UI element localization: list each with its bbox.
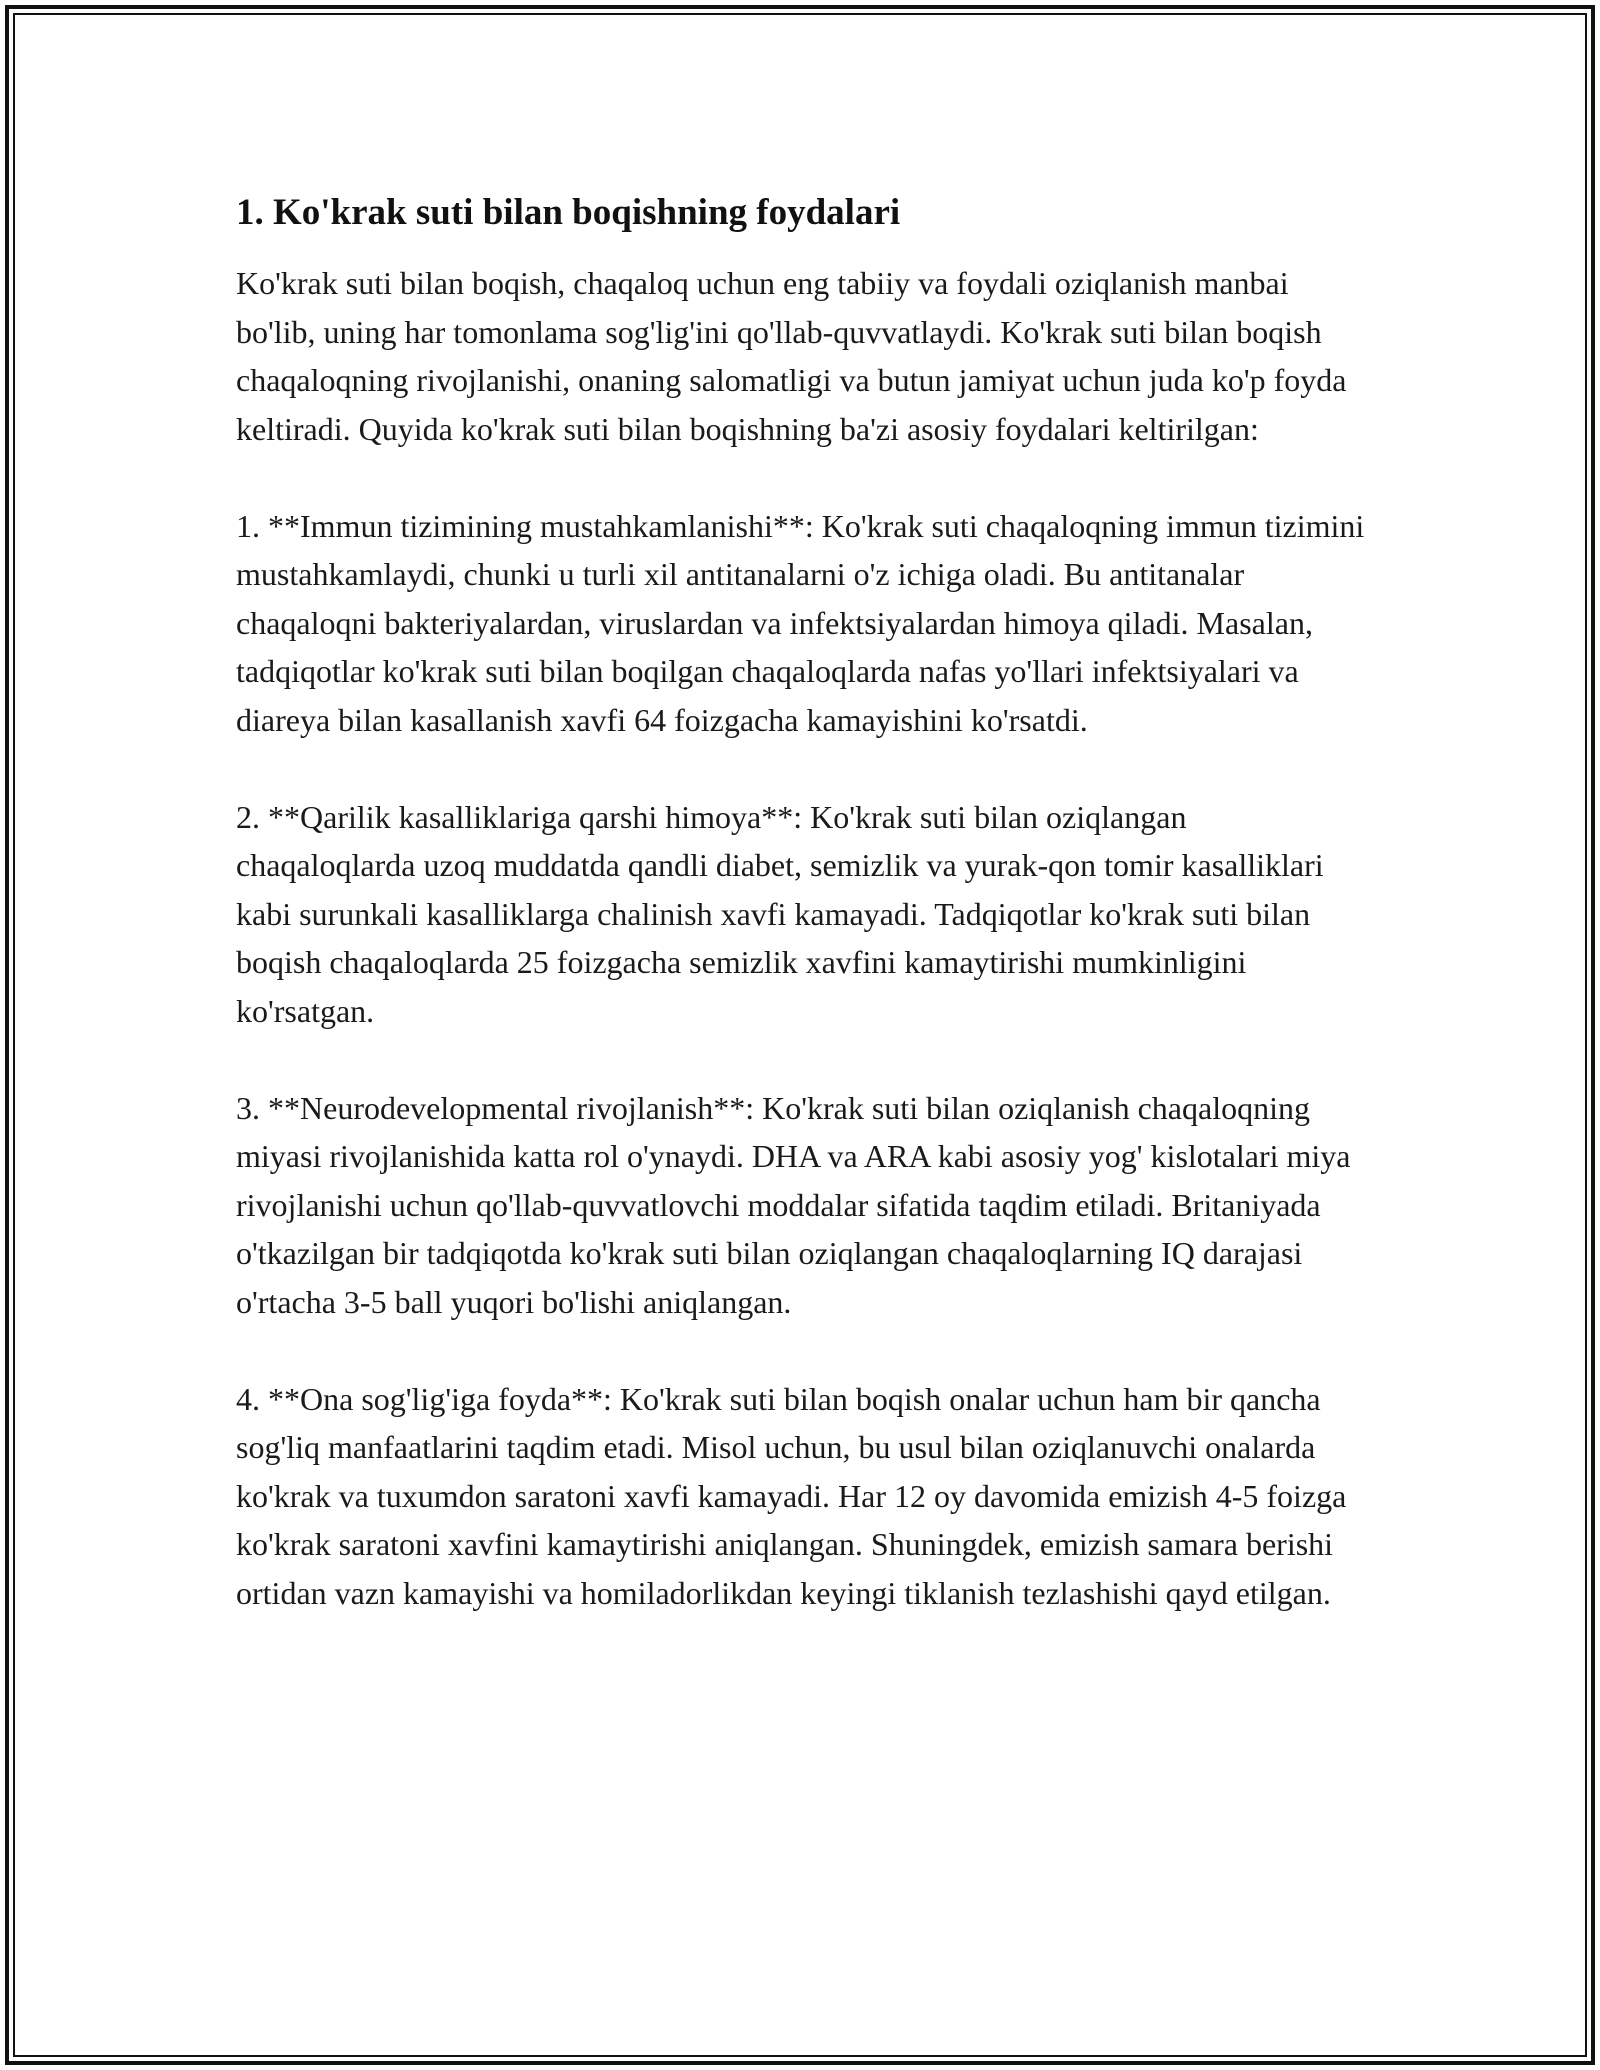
benefit-paragraph-neurodevelopment: 3. **Neurodevelopmental rivojlanish**: Ko'krak suti bilan oziqlanish chaqaloqning miyasi rivojlanishida katta rol o'ynaydi. DHA va ARA kabi asosiy yog' kislotalari miya rivojlanishi uchun qo'llab-quvvatlovchi moddalar sifatida taqdim etiladi. Britaniyada o'tkazilgan bir tadqiqotda ko'krak suti bilan oziqlangan chaqaloqlarning IQ darajasi o'rtacha 3-5 ball yuqori bo'lishi aniqlangan. [236,1089,1351,1320]
intro-paragraph: Ko'krak suti bilan boqish, chaqaloq uchun eng tabiiy va foydali oziqlanish manbai bo'lib, uning har tomonlama sog'lig'ini qo'llab-quvvatlaydi. Ko'krak suti bilan boqish chaqaloqning rivojlanishi, onaning salomatligi va butun jamiyat uchun juda ko'p foyda keltiradi. Quyida ko'krak suti bilan boqishning ba'zi asosiy foydalari keltirilgan: [236,265,1347,447]
section-title: 1. Ko'krak suti bilan boqishning foydalari [236,192,901,233]
benefit-paragraph-chronic-disease: 2. **Qarilik kasalliklariga qarshi himoya**: Ko'krak suti bilan oziqlangan chaqaloqlarda uzoq muddatda qandli diabet, semizlik va yurak-qon tomir kasalliklari kabi surunkali kasalliklarga chalinish xavfi kamayadi. Tadqiqotlar ko'krak suti bilan boqish chaqaloqlarda 25 foizgacha semizlik xavfini kamaytirishi mumkinligini ko'rsatgan. [236,798,1324,1029]
document-body [236,185,1366,1617]
benefit-paragraph-mother-health: 4. **Ona sog'lig'iga foyda**: Ko'krak suti bilan boqish onalar uchun ham bir qancha sog'liq manfaatlarini taqdim etadi. Misol uchun, bu usul bilan oziqlanuvchi onalarda ko'krak va tuxumdon saratoni xavfi kamayadi. Har 12 oy davomida emizish 4-5 foizga ko'krak saratoni xavfini kamaytirishi aniqlangan. Shuningdek, emizish samara berishi ortidan vazn kamayishi va homiladorlikdan keyingi tiklanish tezlashishi qayd etilgan. [236,1380,1347,1611]
benefit-paragraph-immune: 1. **Immun tizimining mustahkamlanishi**: Ko'krak suti chaqaloqning immun tizimini mustahkamlaydi, chunki u turli xil antitanalarni o'z ichiga oladi. Bu antitanalar chaqaloqni bakteriyalardan, viruslardan va infektsiyalardan himoya qiladi. Masalan, tadqiqotlar ko'krak suti bilan boqilgan chaqaloqlarda nafas yo'llari infektsiyalari va diareya bilan kasallanish xavfi 64 foizgacha kamayishini ko'rsatdi. [236,507,1365,738]
